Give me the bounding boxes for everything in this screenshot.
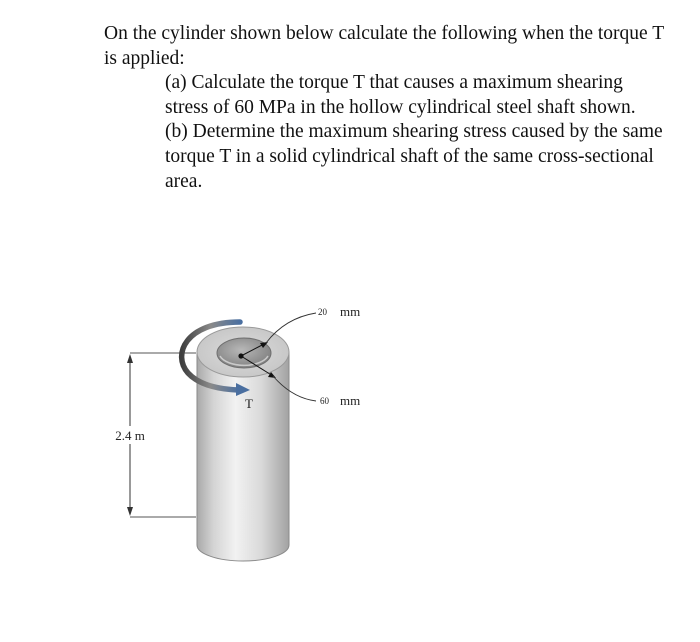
problem-part-b: (b) Determine the maximum shearing stress caused by the same torque T in a solid cylindrical shaft of the same cross-sectional area. [165, 121, 663, 192]
inner-radius-value: 20 [318, 307, 327, 317]
outer-radius-value: 60 [320, 396, 329, 406]
problem-part-a: (a) Calculate the torque T that causes a maximum shearing stress of 60 MPa in the hollow cylindrical steel shaft shown. [165, 72, 636, 118]
inner-radius-dimension [318, 304, 360, 319]
outer-radius-dimension [320, 393, 360, 408]
outer-radius-unit: mm [340, 393, 361, 408]
inner-radius-unit: mm [340, 304, 361, 319]
problem-intro: On the cylinder shown below calculate the following when the torque T is applied: [104, 23, 664, 69]
torque-label: T [245, 396, 253, 411]
length-label: 2.4 m [115, 428, 145, 443]
length-dimension [110, 353, 196, 517]
hollow-shaft [197, 327, 289, 561]
